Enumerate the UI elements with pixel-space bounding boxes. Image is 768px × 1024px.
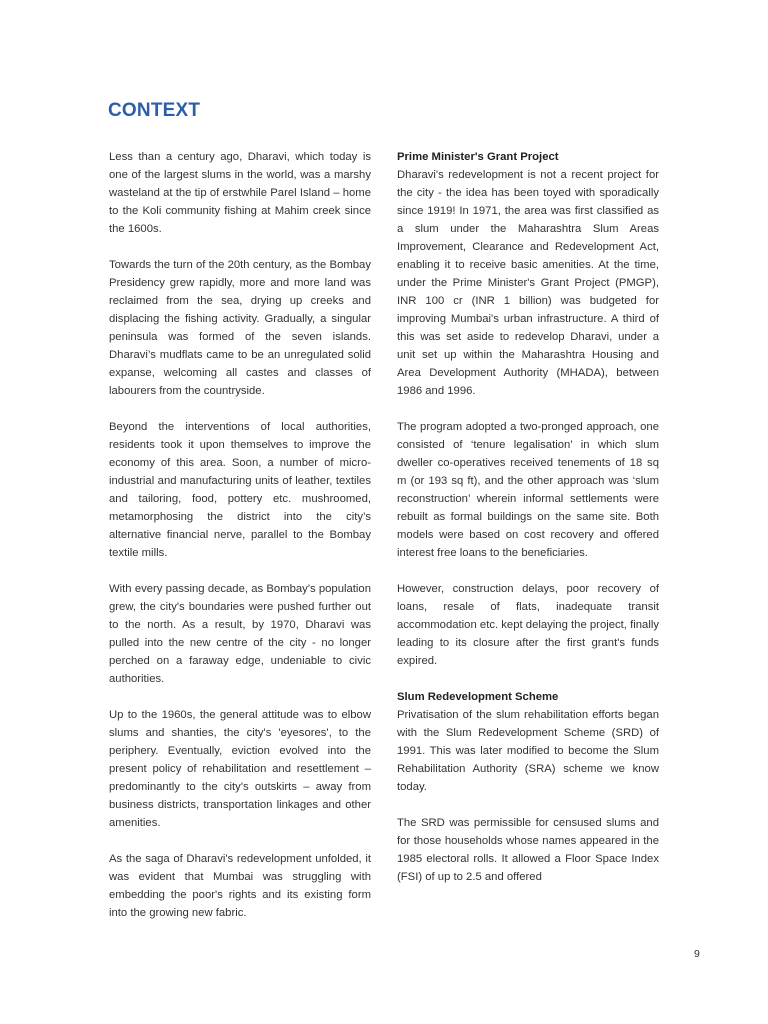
right-column: [397, 148, 659, 904]
section-heading-srd: Slum Redevelopment Scheme: [397, 691, 559, 703]
paragraph: Up to the 1960s, the general attitude was to elbow slums and shanties, the city's 'eyesores', to the periphery. Eventually, eviction evolved into the present policy of rehabilitation and resettlement – predominantly to the city's outskirts – away from business districts, transportation linkages and other amenities.: [109, 709, 371, 829]
paragraph: However, construction delays, poor recovery of loans, resale of flats, inadequate transit accommodation etc. kept delaying the project, finally leading to its closure after the first grant's funds expired.: [397, 583, 659, 667]
paragraph: Beyond the interventions of local authorities, residents took it upon themselves to improve the economy of this area. Soon, a number of micro-industrial and manufacturing units of leather, textiles and tailoring, food, pottery etc. mushroomed, metamorphosing the district into the city’s alternative financial nerve, parallel to the Bombay textile mills.: [109, 421, 371, 559]
paragraph: Privatisation of the slum rehabilitation efforts began with the Slum Redevelopment Scheme (SRD) of 1991. This was later modified to become the Slum Rehabilitation Authority (SRA) scheme we know today.: [397, 709, 659, 793]
section-heading-pmgp: Prime Minister's Grant Project: [397, 151, 559, 163]
paragraph: The program adopted a two-pronged approach, one consisted of ‘tenure legalisation’ in which slum dweller co-operatives received tenements of 18 sq m (or 193 sq ft), and the other approach was ‘slum reconstruction’ wherein informal settlements were rebuilt as formal buildings on the same site. Both models were based on cost recovery and offered interest free loans to the beneficiaries.: [397, 421, 659, 559]
paragraph: The SRD was permissible for censused slums and for those households whose names appeared in the 1985 electoral rolls. It allowed a Floor Space Index (FSI) of up to 2.5 and offered: [397, 817, 659, 883]
paragraph: Dharavi's redevelopment is not a recent project for the city - the idea has been toyed with sporadically since 1919! In 1971, the area was first classified as a slum under the Maharashtra Slum Areas Improvement, Clearance and Redevelopment Act, enabling it to receive basic amenities. At the time, under the Prime Minister's Grant Project (PMGP), INR 100 cr (INR 1 billion) was budgeted for improving Mumbai's urban infrastructure. A third of this was set aside to redevelop Dharavi, under a unit set up within the Maharashtra Housing and Area Development Authority (MHADA), between 1986 and 1996.: [397, 169, 659, 397]
left-column: [109, 148, 371, 940]
page-title: CONTEXT: [108, 100, 201, 121]
page-number: 9: [694, 948, 700, 960]
paragraph: Less than a century ago, Dharavi, which today is one of the largest slums in the world, was a marshy wasteland at the tip of erstwhile Parel Island – home to the Koli community fishing at Mahim creek since the 1600s.: [109, 151, 371, 235]
paragraph: Towards the turn of the 20th century, as the Bombay Presidency grew rapidly, more and more land was reclaimed from the sea, drying up creeks and displacing the fishing activity. Gradually, a singular peninsula was formed of the seven islands. Dharavi’s mudflats came to be an unregulated solid expanse, welcoming all castes and classes of labourers from the countryside.: [109, 259, 371, 397]
paragraph: As the saga of Dharavi's redevelopment unfolded, it was evident that Mumbai was struggling with embedding the poor's rights and its existing form into the growing new fabric.: [109, 853, 371, 919]
paragraph: With every passing decade, as Bombay's population grew, the city's boundaries were pushed further out to the north. As a result, by 1970, Dharavi was pulled into the new centre of the city - no longer perched on a faraway edge, undeniable to civic authorities.: [109, 583, 371, 685]
